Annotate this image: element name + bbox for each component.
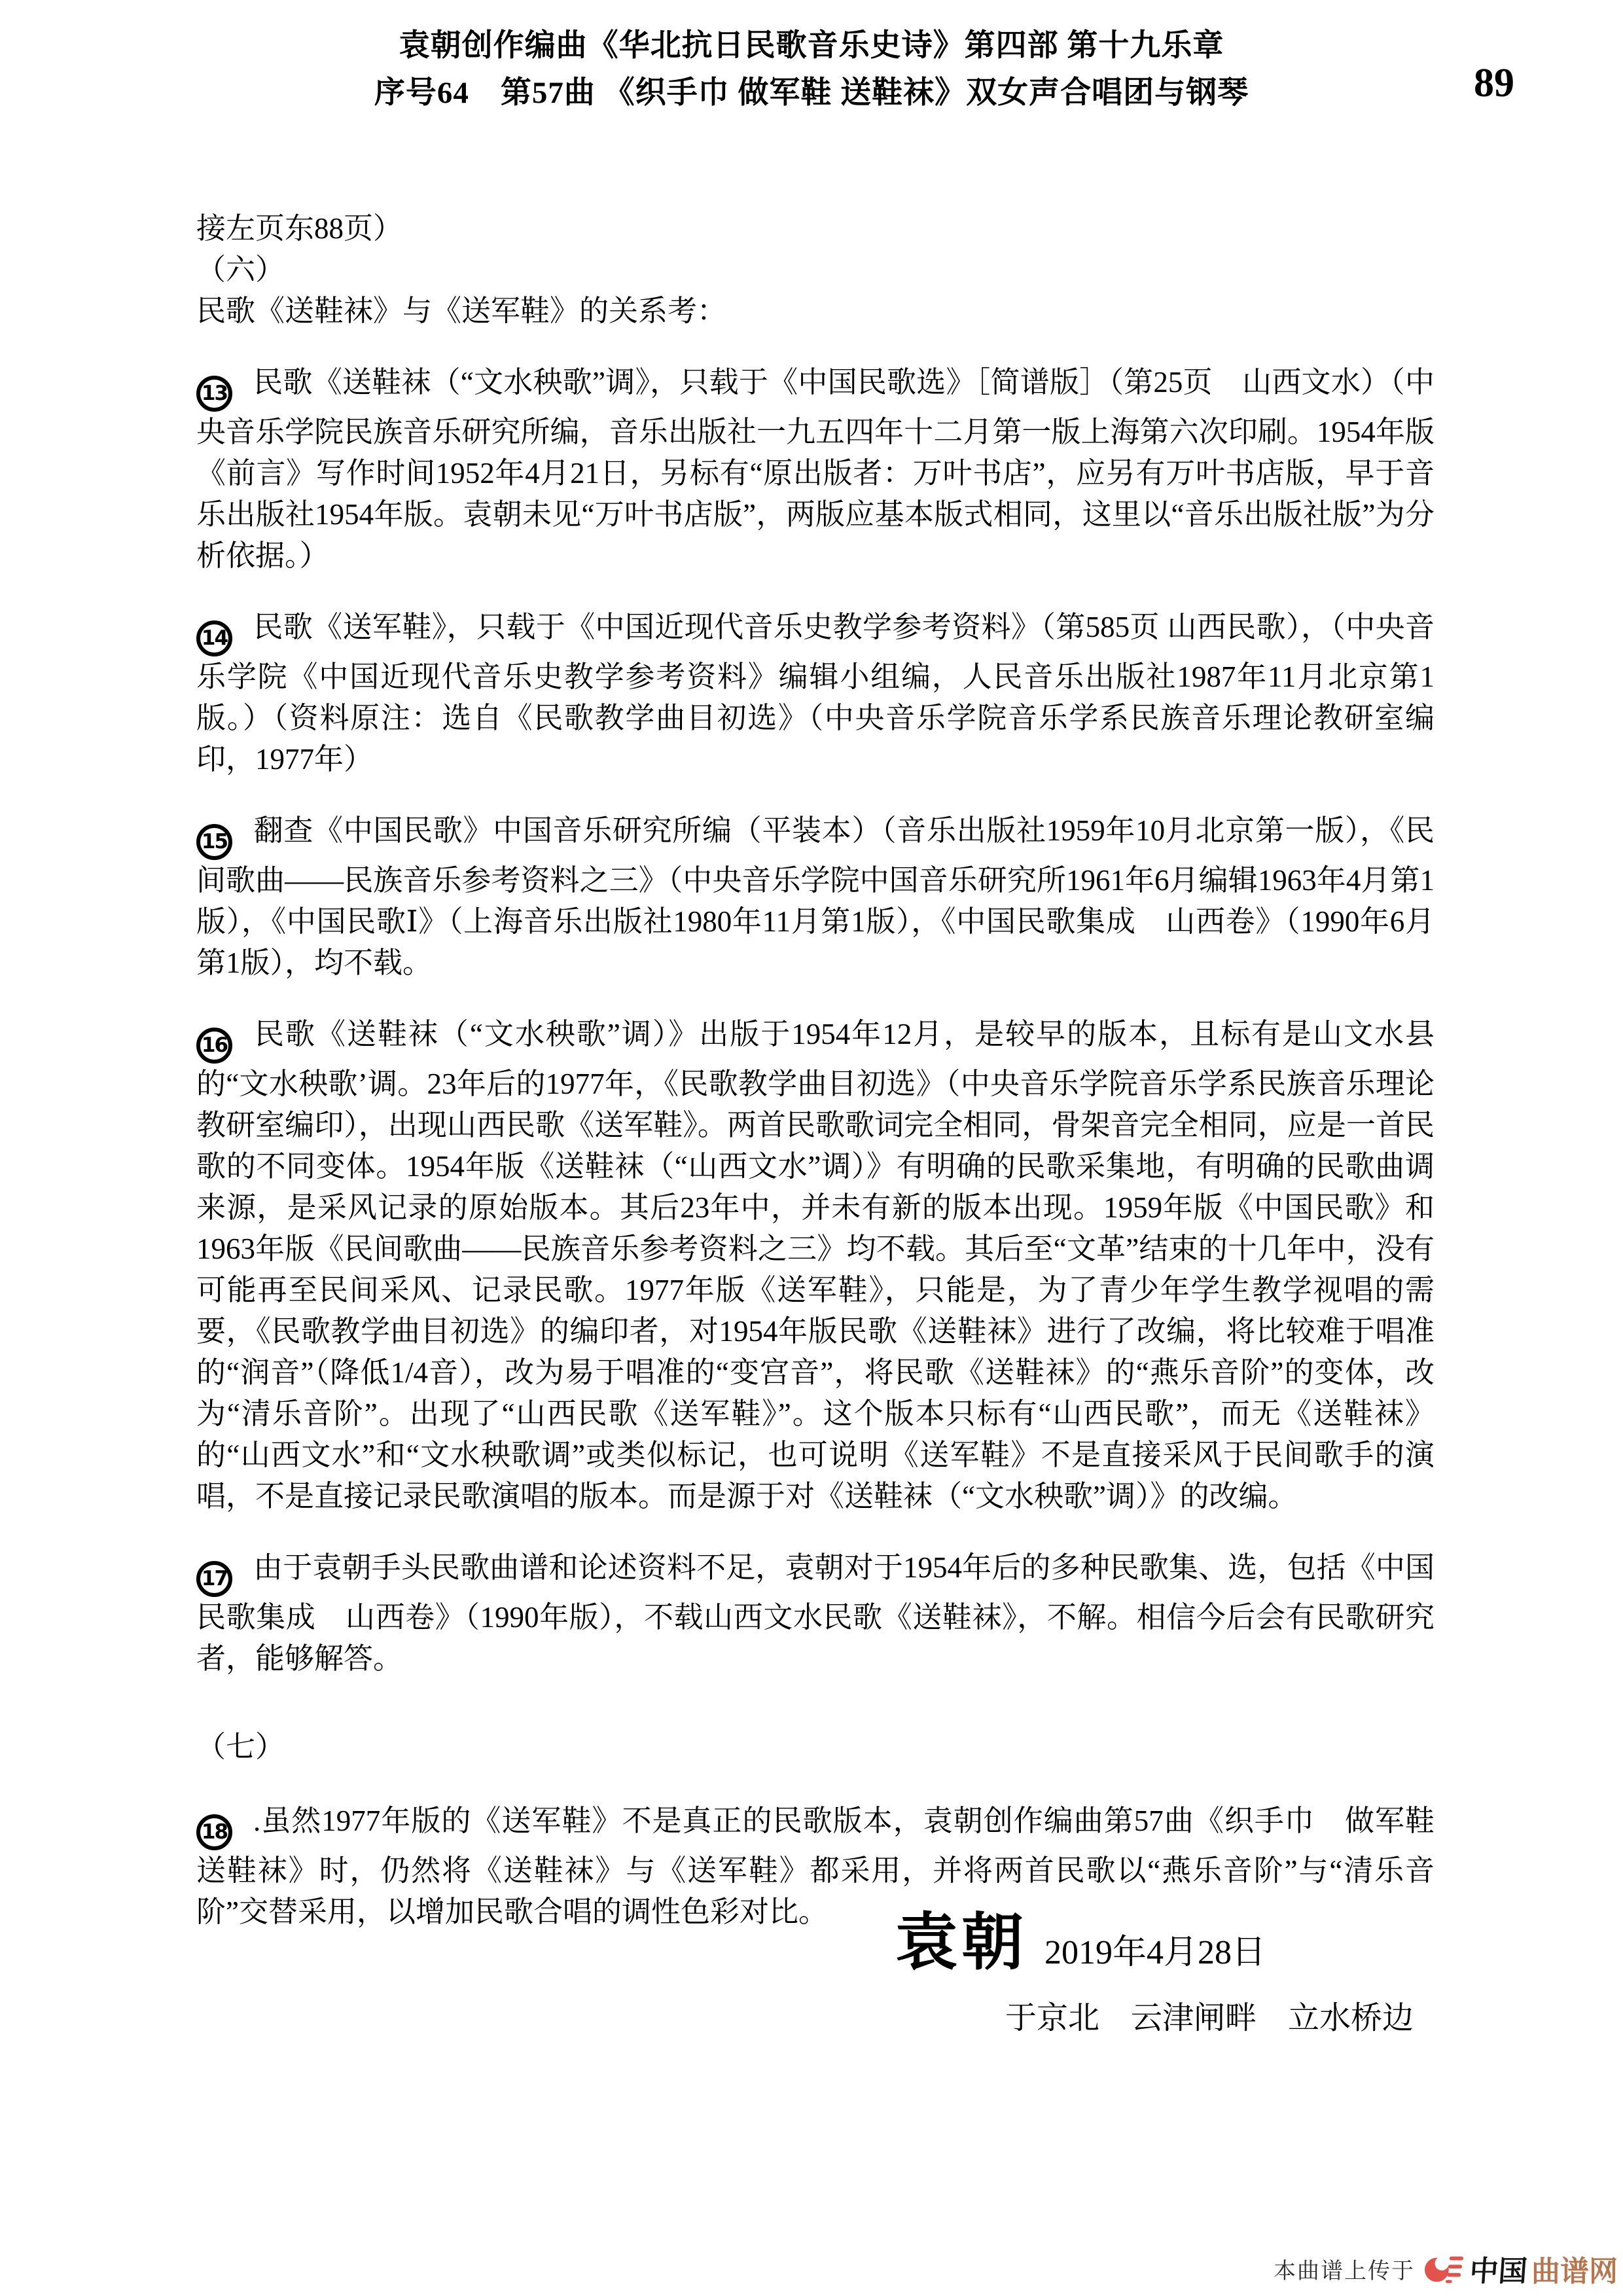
paragraph-16-text: 民歌《送鞋袜（“文水秧歌”调）》出版于1954年12月，是较早的版本，且标有是山文水县的“文水秧歌’调。23年后的1977年，《民歌教学曲目初选》（中央音乐学院音乐学系民族音乐理论教研室编印），出现山西民歌《送军鞋》。两首民歌歌词完全相同，骨架音完全相同，应是一首民歌的不同变体。1954年版《送鞋袜（“山西文水”调）》有明确的民歌采集地，有明确的民歌曲调来源，是采风记录的原始版本。其后23年中，并未有新的版本出现。1959年版《中国民歌》和1963年版《民间歌曲——民族音乐参考资料之三》均不载。其后至“文革”结束的十几年中，没有可能再至民间采风、记录民歌。1977年版《送军鞋》，只能是，为了青少年学生教学视唱的需要，《民歌教学曲目初选》的编印者，对1954年版民歌《送鞋袜》进行了改编，将比较难于唱准的“润音”（降低1/4音），改为易于唱准的“变宫音”，将民歌《送鞋袜》的“燕乐音阶”的变体，改为“清乐音阶”。出现了“山西民歌《送军鞋》”。这个版本只标有“山西民歌”，而无《送鞋袜》的“山西文水”和“文水秧歌调”或类似标记，也可说明《送军鞋》不是直接采风于民间歌手的演唱，不是直接记录民歌演唱的版本。而是源于对《送鞋袜（“文水秧歌”调）》的改编。: [196, 1018, 1435, 1513]
paragraph-18-text: .虽然1977年版的《送军鞋》不是真正的民歌版本，袁朝创作编曲第57曲《织手巾 做军鞋 送鞋袜》时，仍然将《送鞋袜》与《送军鞋》都采用，并将两首民歌以“燕乐音阶”与“清乐音阶”交替采用，以增加民歌合唱的调性色彩对比。: [196, 1804, 1435, 1928]
music-site-logo-icon: [1424, 2253, 1465, 2284]
section-six-title: 民歌《送鞋袜》与《送军鞋》的关系考：: [196, 295, 727, 327]
brand-name-black: 中国: [1468, 2255, 1529, 2287]
watermark: [1274, 2248, 1618, 2289]
brand-name-colored: 曲谱网: [1531, 2255, 1618, 2287]
signature-place: 于京北 云津闸畔 立水桥边: [1005, 2001, 1414, 2036]
circled-number-17-badge: 17: [196, 1561, 232, 1597]
section-seven-label: （七）: [196, 1731, 285, 1763]
paragraph-15-text: 翻查《中国民歌》中国音乐研究所编（平装本）（音乐出版社1959年10月北京第一版），《民间歌曲——民族音乐参考资料之三》（中央音乐学院中国音乐研究所1961年6月编辑1963年4月第1版），《中国民歌Ⅰ》（上海音乐出版社1980年11月第1版），《中国民歌集成 山西卷》（1990年6月第1版），均不载。: [196, 814, 1435, 979]
continuation-note: 接左页东88页）: [196, 212, 403, 245]
circled-number-15-badge: 15: [196, 824, 232, 860]
header-line-1: 袁朝创作编曲《华北抗日民歌音乐史诗》第四部 第十九乐章: [399, 29, 1224, 63]
circled-number-14-badge: 14: [196, 620, 232, 656]
paragraph-17: [196, 1547, 1435, 1679]
paragraph-16: [196, 1014, 1435, 1517]
circled-number-16-badge: 16: [196, 1028, 232, 1064]
page-number: 89: [1474, 61, 1514, 105]
signature-date: 2019年4月28日: [1044, 1934, 1266, 1971]
signature-block: [895, 1893, 1414, 2037]
paragraph-14-text: 民歌《送军鞋》，只载于《中国近现代音乐史教学参考资料》（第585页 山西民歌），（中央音乐学院《中国近现代音乐史教学参考资料》编辑小组编，人民音乐出版社1987年11月北京第1版。）（资料原注：选自《民歌教学曲目初选》（中央音乐学院音乐学系民族音乐理论教研室编印，1977年）: [196, 611, 1435, 776]
page-header: [0, 22, 1623, 117]
circled-number-13-badge: 13: [196, 376, 232, 412]
paragraph-13: [196, 362, 1435, 577]
header-line-2: 序号64 第57曲 《织手巾 做军鞋 送鞋袜》双女声合唱团与钢琴: [374, 76, 1249, 110]
paragraph-15: [196, 810, 1435, 984]
signature-line: [895, 1893, 1414, 1982]
paragraph-14: [196, 607, 1435, 780]
watermark-prefix: 本曲谱上传于: [1274, 2258, 1415, 2284]
document-body: [196, 208, 1435, 1933]
signature-name: 袁朝: [895, 1907, 1028, 1979]
section-six-label: （六）: [196, 253, 285, 286]
paragraph-17-text: 由于袁朝手头民歌曲谱和论述资料不足，袁朝对于1954年后的多种民歌集、选，包括《中国民歌集成 山西卷》（1990年版），不载山西文水民歌《送鞋袜》，不解。相信今后会有民歌研究者，能够解答。: [196, 1551, 1435, 1675]
paragraph-13-text: 民歌《送鞋袜（“文水秧歌”调》，只载于《中国民歌选》［简谱版］（第25页 山西文水）（中央音乐学院民族音乐研究所编，音乐出版社一九五四年十二月第一版上海第六次印刷。1954年版《前言》写作时间1952年4月21日，另标有“原出版者：万叶书店”，应另有万叶书店版，早于音乐出版社1954年版。袁朝未见“万叶书店版”，两版应基本版式相同，这里以“音乐出版社版”为分析依据。）: [196, 366, 1435, 572]
circled-number-18-badge: 18: [196, 1814, 232, 1850]
